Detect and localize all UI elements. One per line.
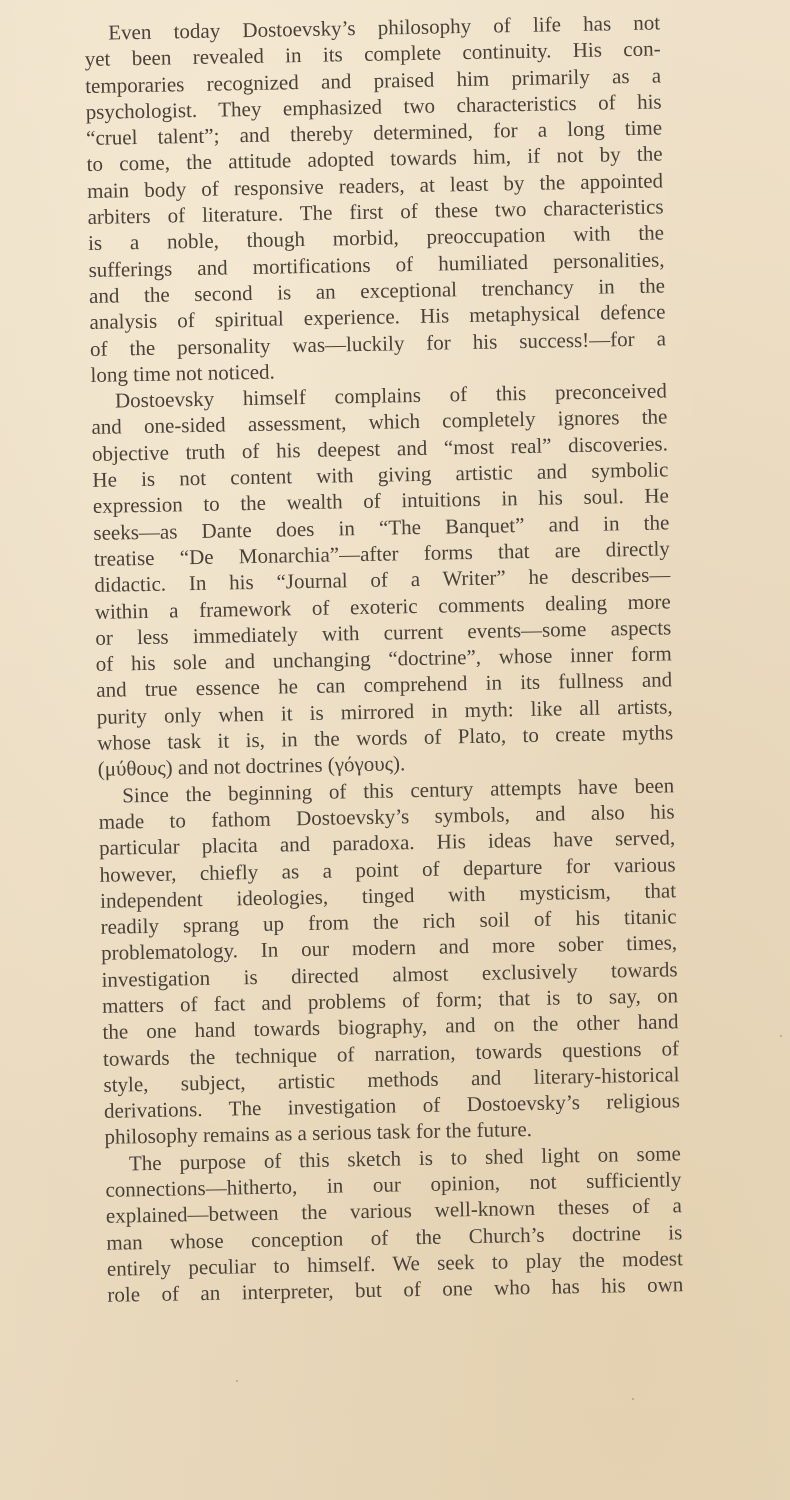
text-line: seeks—as Dante does in “The Banquet” and in the <box>93 510 670 545</box>
paper-speck <box>780 1035 782 1037</box>
text-line: philosophy remains as a serious task for the future. <box>104 1117 533 1150</box>
text-line: the one hand towards biography, and on the other hand <box>102 1009 679 1045</box>
paragraph-1 <box>84 9 667 388</box>
text-line: of his sole and unchanging “doctrine”, whose inner form <box>95 641 672 677</box>
text-line: psychologist. They emphasized two characteristics of his <box>85 89 662 124</box>
text-line: of the personality was—luckily for his success!—for a <box>89 325 667 361</box>
text-line: treatise “De Monarchia”—after forms that are directly <box>93 536 670 571</box>
text-line: problematology. In our modern and more sober times, <box>100 930 678 966</box>
text-line: yet been revealed in its complete continuity. His con- <box>84 36 661 72</box>
text-line: readily sprang up from the rich soil of his titanic <box>100 904 677 939</box>
text-line: “cruel talent”; and thereby determined, for a long time <box>85 115 663 151</box>
text-line: and true essence he can comprehend in its fullness and <box>96 667 673 703</box>
text-line: arbiters of literature. The first of these two characteristics <box>87 194 664 230</box>
text-line: (μύθους) and not doctrines (γόγους). <box>97 751 406 782</box>
paragraph-3 <box>98 772 681 1151</box>
text-line: expression to the wealth of intuitions in his soul. He <box>92 483 670 519</box>
text-line: temporaries recognized and praised him primarily as a <box>84 63 662 98</box>
text-line: particular placita and paradoxa. His ideas have served, <box>98 825 676 861</box>
text-line: sufferings and mortifications of humiliated personalities, <box>88 247 665 282</box>
text-line: long time not noticed. <box>90 359 276 387</box>
text-line: Even today Dostoevsky’s philosophy of life has not <box>108 10 661 45</box>
text-line: style, subject, artistic methods and literary-historical <box>103 1062 680 1097</box>
text-line: and the second is an exceptional trenchancy in the <box>88 273 666 308</box>
text-line: to come, the attitude adopted towards him, if not by the <box>86 141 663 177</box>
text-line: analysis of spiritual experience. His metaphysical defence <box>89 299 666 335</box>
text-line: purity only when it is mirrored in myth: like all artists, <box>96 694 673 729</box>
paragraph-4 <box>105 1140 684 1308</box>
text-line: explained—between the various well-known theses of a <box>105 1193 683 1229</box>
paper-speck <box>236 1380 238 1382</box>
text-line: whose task it is, in the words of Plato, to create myths <box>97 720 674 755</box>
text-line: role of an interpreter, but of one who has his own <box>107 1272 684 1308</box>
text-line: is a noble, though morbid, preoccupation with the <box>87 220 665 256</box>
text-line: He is not content with giving artistic and symbolic <box>92 457 669 492</box>
body-text <box>84 9 684 1308</box>
text-line: matters of fact and problems of form; that is to say, on <box>101 983 679 1018</box>
text-line: man whose conception of the Church’s doctrine is <box>106 1219 683 1255</box>
text-line: and one-sided assessment, which completely ignores the <box>91 404 668 440</box>
text-line: independent ideologies, tinged with mysticism, that <box>99 878 677 913</box>
text-line: objective truth of his deepest and “most real” discoveries. <box>91 431 669 466</box>
text-line: however, chiefly as a point of departure for various <box>99 851 676 887</box>
text-line: or less immediately with current events—some aspects <box>95 615 672 650</box>
text-line: main body of responsive readers, at least by the appointed <box>86 168 664 203</box>
paper-speck <box>632 1398 634 1400</box>
text-line: didactic. In his “Journal of a Writer” he describes— <box>94 562 671 598</box>
text-line: entirely peculiar to himself. We seek to play the modest <box>106 1246 684 1281</box>
text-line: within a framework of exoteric comments dealing more <box>94 588 671 624</box>
text-line: Dostoevsky himself complains of this preconceived <box>114 378 668 413</box>
text-line: investigation is directed almost exclusively towards <box>101 956 678 992</box>
text-line: connections—hitherto, in our opinion, not sufficiently <box>105 1167 682 1202</box>
text-line: Since the beginning of this century attempts have been <box>121 772 675 808</box>
text-line: made to fathom Dostoevsky’s symbols, and also his <box>98 799 675 834</box>
text-line: The purpose of this sketch is to shed light on some <box>128 1141 682 1176</box>
paragraph-2 <box>91 378 674 783</box>
text-line: towards the technique of narration, towards questions of <box>102 1035 680 1071</box>
text-line: derivations. The investigation of Dostoevsky’s religious <box>103 1088 681 1123</box>
